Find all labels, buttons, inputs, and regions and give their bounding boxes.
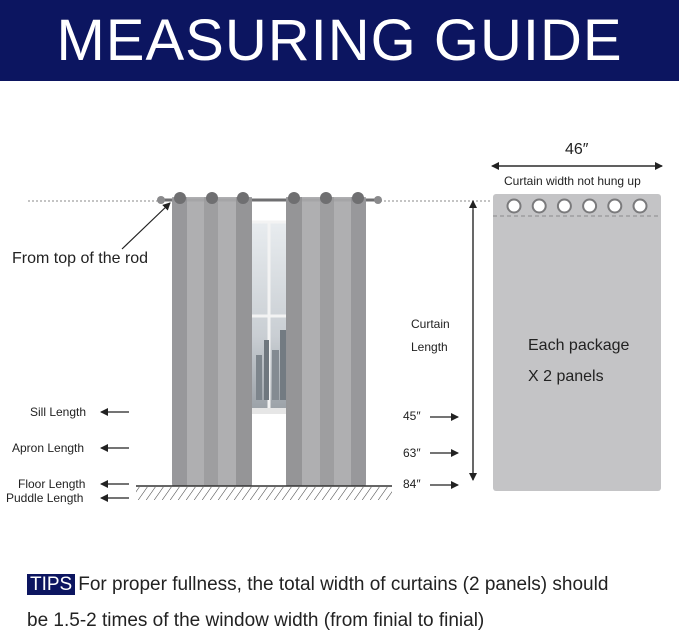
tips-text-1: For proper fullness, the total width of curtains (2 panels) should <box>78 574 609 595</box>
page-title: MEASURING GUIDE <box>56 8 623 73</box>
tips-text-2: be 1.5-2 times of the window width (from finial to finial) <box>27 610 485 631</box>
grommet-icon <box>634 200 647 213</box>
grommet-icon <box>608 200 621 213</box>
package-line-1: Each package <box>528 337 630 354</box>
rod-top-label: From top of the rod <box>12 250 149 267</box>
length-45-label: 45″ <box>403 409 421 423</box>
left-curtain-panel <box>172 192 252 486</box>
panel-width-note: Curtain width not hung up <box>504 174 641 188</box>
tips-badge: TIPS <box>27 574 75 595</box>
rod-top-arrow <box>122 203 170 249</box>
curtain-length-label-line2: Length <box>411 340 448 354</box>
grommet-icon <box>558 200 571 213</box>
puddle-length-label: Puddle Length <box>6 491 84 505</box>
package-line-2: X 2 panels <box>528 368 604 385</box>
rod-finial-left <box>157 196 165 204</box>
tips-line-1 <box>27 574 608 596</box>
rod-finial-right <box>374 196 382 204</box>
grommet-icon <box>583 200 596 213</box>
length-63-label: 63″ <box>403 446 421 460</box>
grommet-icon <box>508 200 521 213</box>
floor-length-label: Floor Length <box>18 477 86 491</box>
apron-length-label: Apron Length <box>12 441 85 455</box>
curtain-length-label-line1: Curtain <box>411 317 450 331</box>
length-84-label: 84″ <box>403 477 421 491</box>
right-curtain-panel <box>286 192 366 486</box>
grommet-icon <box>533 200 546 213</box>
floor-hatch <box>136 487 392 500</box>
panel-width-label: 46″ <box>565 141 589 158</box>
sill-length-label: Sill Length <box>30 405 87 419</box>
